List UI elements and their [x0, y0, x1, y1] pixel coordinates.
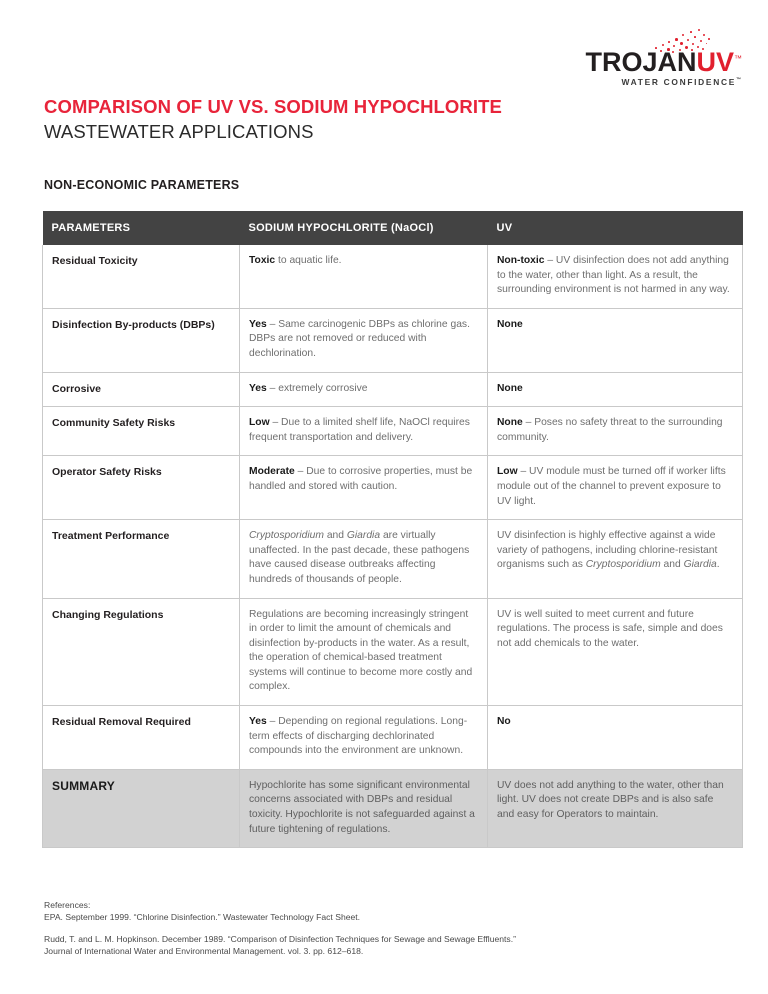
row-parameter-label: Operator Safety Risks — [43, 456, 240, 520]
logo-tagline-trademark: ™ — [736, 77, 741, 84]
row-parameter-label: Treatment Performance — [43, 520, 240, 598]
cell-sodium-hypochlorite: Hypochlorite has some significant environmental concerns associated with DBPs and residual toxicity. Hypochlorite is not safeguarded against a future tightening of regulations. — [240, 769, 488, 847]
trojanuv-logo — [542, 28, 742, 88]
row-parameter-label: SUMMARY — [43, 769, 240, 847]
cell-uv-lead: No — [497, 716, 511, 728]
cell-sodium-hypochlorite: Yes – extremely corrosive — [240, 372, 488, 407]
reference-entry-1-line-1: EPA. September 1999. “Chlorine Disinfection.” Wastewater Technology Fact Sheet. — [44, 912, 361, 923]
row-parameter-label: Residual Toxicity — [43, 245, 240, 308]
cell-sodium-hypochlorite-lead: Toxic — [249, 255, 276, 266]
table-row — [43, 372, 743, 407]
cell-sodium-hypochlorite-lead: Moderate — [249, 466, 295, 478]
row-parameter-label: Disinfection By-products (DBPs) — [43, 308, 240, 372]
logo-tagline-text: WATER CONFIDENCE — [621, 77, 736, 87]
cell-sodium-hypochlorite: Moderate – Due to corrosive properties, must be handled and stored with caution. — [240, 456, 488, 520]
logo-wordmark — [585, 44, 742, 77]
table-row — [43, 456, 743, 520]
row-parameter-label: Corrosive — [43, 372, 240, 407]
table-row — [43, 706, 743, 770]
reference-entry-2-line-1: Rudd, T. and L. M. Hopkinson. December 1989. “Comparison of Disinfection Techniques for Sewage and Sewage Effluents.” — [44, 933, 516, 944]
cell-sodium-hypochlorite: Cryptosporidium and Giardia are virtually unaffected. In the past decade, these pathogens have caused disease outbreaks affecting hundreds of thousands of people. — [240, 520, 488, 598]
comparison-table — [42, 211, 743, 848]
table-row — [43, 407, 743, 456]
logo-brand-accent: UV — [696, 47, 734, 77]
reference-entry-2-line-2: Journal of International Water and Environmental Management. vol. 3. pp. 612–618. — [44, 946, 364, 957]
table-row — [43, 245, 743, 308]
table-header-row — [43, 211, 743, 245]
cell-sodium-hypochlorite-lead: Yes — [249, 318, 267, 330]
references-heading: References: — [44, 900, 91, 910]
page-title: COMPARISON OF UV VS. SODIUM HYPOCHLORITE — [44, 96, 502, 117]
table-row — [43, 308, 743, 372]
cell-sodium-hypochlorite: Yes – Same carcinogenic DBPs as chlorine gas. DBPs are not removed or reduced with dechlorination. — [240, 308, 488, 372]
cell-sodium-hypochlorite: Yes – Depending on regional regulations. Long-term effects of discharging dechlorinated compounds into the environment are unknown. — [240, 706, 488, 770]
cell-uv: UV does not add anything to the water, other than light. UV does not create DBPs and is also safe and easy for Operators to maintain. — [488, 769, 743, 847]
row-parameter-label: Changing Regulations — [43, 598, 240, 706]
logo-tagline — [621, 77, 741, 87]
cell-uv: Non-toxic – UV disinfection does not add anything to the water, other than light. As a result, the surrounding environment is not harmed in any way. — [488, 245, 743, 308]
cell-sodium-hypochlorite: Toxic to aquatic life. — [240, 245, 488, 308]
cell-uv-lead: Low — [497, 466, 518, 478]
column-header-sodium-hypochlorite: SODIUM HYPOCHLORITE (NaOCl) — [240, 211, 488, 245]
cell-uv-lead: None — [497, 417, 523, 429]
cell-uv-lead: None — [497, 318, 523, 330]
cell-sodium-hypochlorite: Regulations are becoming increasingly stringent in order to limit the amount of chemicals and disinfection by-products in the water. As a result, the operation of chemical-based treatment systems will continue to become more costly and complex. — [240, 598, 488, 706]
table-body — [43, 245, 743, 848]
cell-uv: None – Poses no safety threat to the surrounding community. — [488, 407, 743, 456]
cell-uv: UV is well suited to meet current and future regulations. The process is safe, simple and does not add chemicals to the water. — [488, 598, 743, 706]
cell-uv: Low – UV module must be turned off if worker lifts module out of the channel to prevent exposure to UV light. — [488, 456, 743, 520]
references-block — [44, 899, 734, 967]
logo-trademark: ™ — [734, 54, 742, 63]
cell-sodium-hypochlorite-lead: Yes — [249, 716, 267, 728]
cell-sodium-hypochlorite-lead: Yes — [249, 382, 267, 394]
cell-uv — [488, 372, 743, 407]
table-summary-row — [43, 769, 743, 847]
cell-sodium-hypochlorite: Low – Due to a limited shelf life, NaOCl requires frequent transportation and delivery. — [240, 407, 488, 456]
row-parameter-label: Residual Removal Required — [43, 706, 240, 770]
table-row — [43, 520, 743, 598]
section-heading: NON-ECONOMIC PARAMETERS — [44, 178, 240, 192]
column-header-parameters: PARAMETERS — [43, 211, 240, 245]
reference-entry-2 — [44, 933, 734, 958]
cell-uv-lead: None — [497, 382, 523, 394]
cell-uv — [488, 308, 743, 372]
cell-uv-lead: Non-toxic — [497, 255, 545, 266]
page-subtitle: WASTEWATER APPLICATIONS — [44, 121, 314, 142]
cell-uv — [488, 706, 743, 770]
references-heading-group — [44, 899, 734, 924]
logo-brand-primary: TROJAN — [585, 47, 697, 77]
table-row — [43, 598, 743, 706]
row-parameter-label: Community Safety Risks — [43, 407, 240, 456]
column-header-uv: UV — [488, 211, 743, 245]
cell-sodium-hypochlorite-lead: Low — [249, 417, 270, 429]
cell-uv: UV disinfection is highly effective against a wide variety of pathogens, including chlorine-resistant organisms such as Cryptosporidium and Giardia. — [488, 520, 743, 598]
